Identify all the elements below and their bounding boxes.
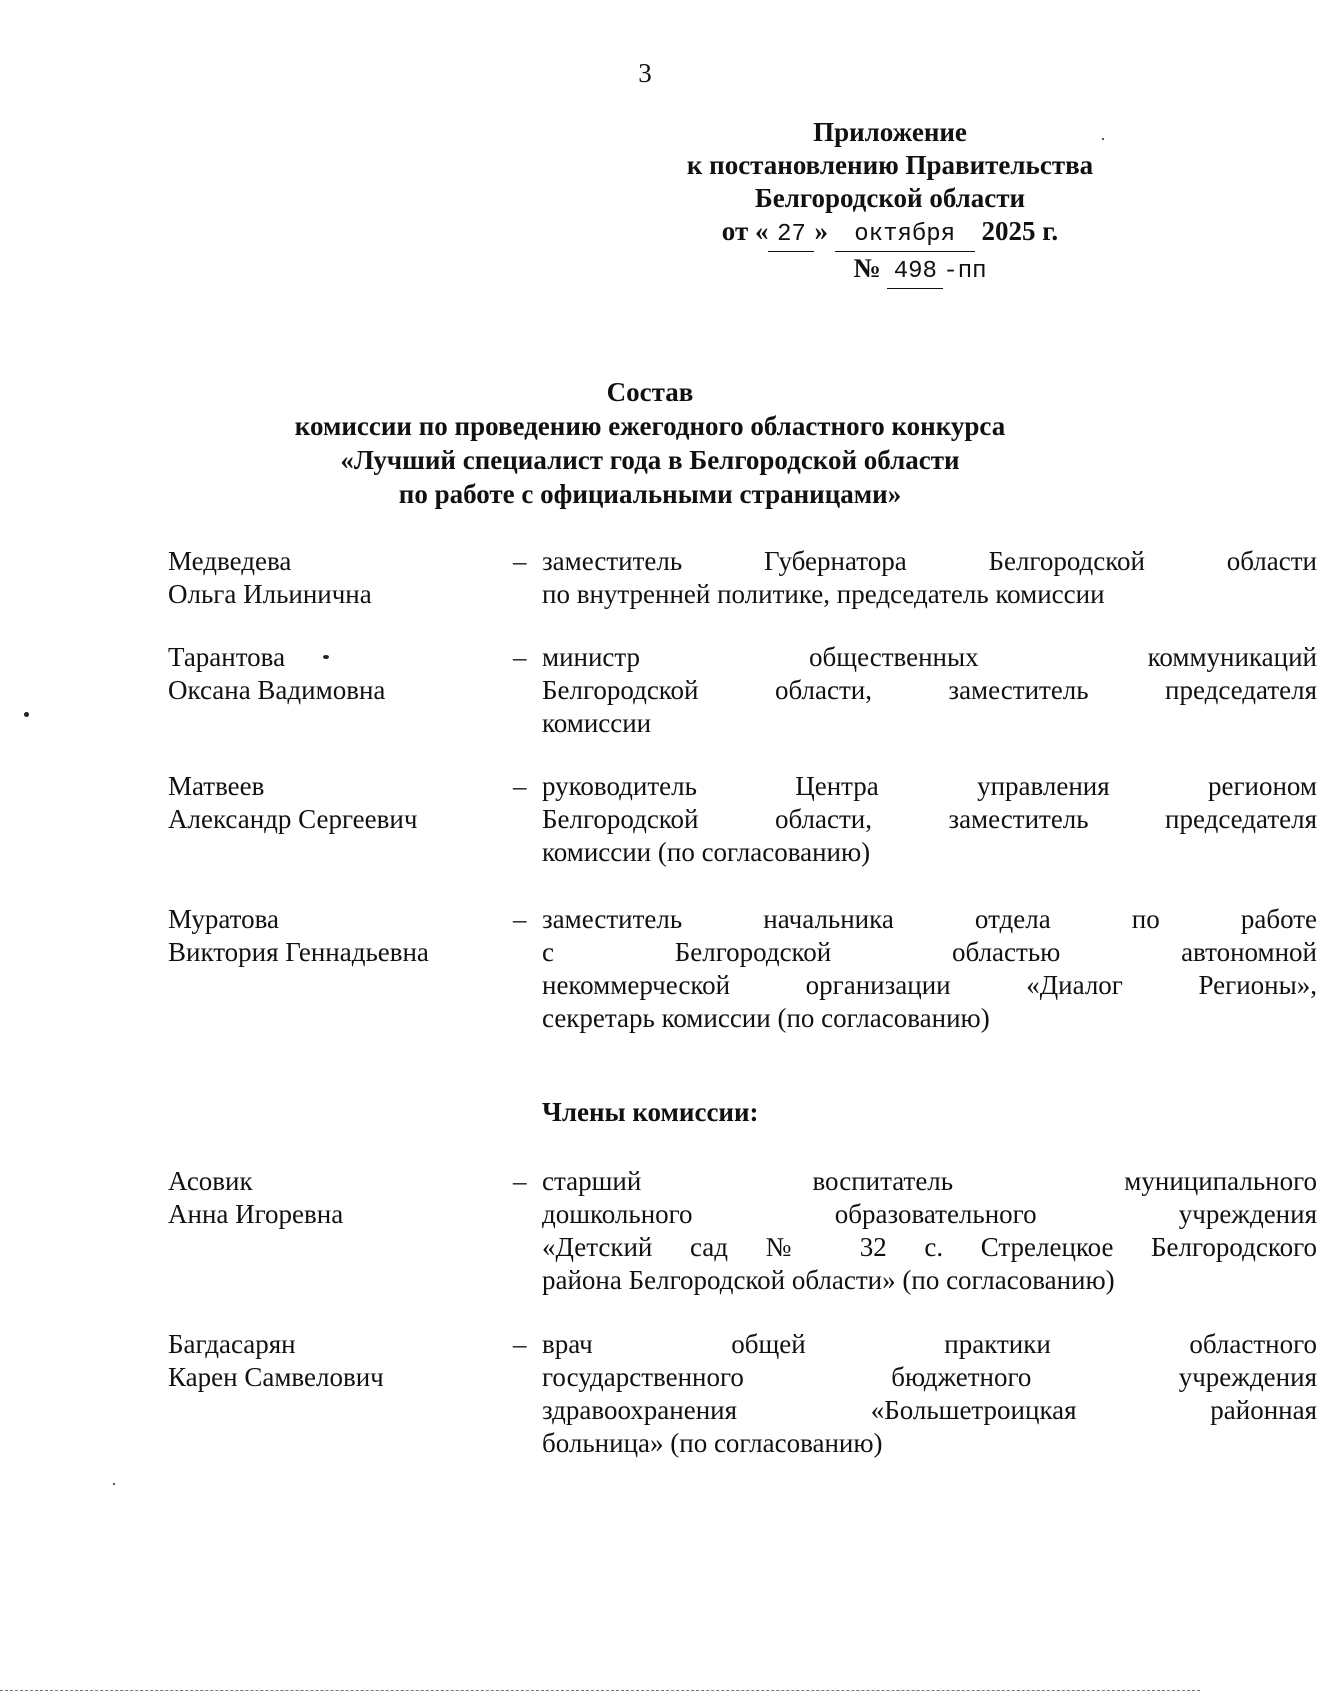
role-line: «Детский сад № 32 с. Стрелецкое Белгородского [542,1232,1317,1262]
dash: – [513,771,527,801]
role-line: здравоохранения «Большетроицкая районная [542,1395,1317,1425]
member-role [542,1328,1317,1460]
member-role [542,1165,1317,1297]
dash: – [513,546,527,576]
role-line: заместитель Губернатора Белгородской области [542,546,1317,576]
member-surname: Тарантова [168,642,286,672]
member-surname: Матвеев [168,771,265,801]
page-number: 3 [638,58,652,88]
member-given-name: Оксана Вадимовна [168,675,386,705]
member-name [168,641,498,707]
dash: – [513,904,527,934]
role-line: старший воспитатель муниципального [542,1166,1317,1196]
scan-speck [24,712,29,717]
appendix-date [640,215,1140,252]
scan-edge-line [0,1690,1200,1691]
scan-speck [113,1483,115,1485]
role-line: секретарь комиссии (по согласованию) [542,1003,990,1033]
role-line: некоммерческой организации «Диалог Регионы», [542,970,1317,1000]
appendix-title: Приложение [813,117,967,147]
scan-speck [1102,138,1104,140]
dash: – [513,642,527,672]
member-given-name: Александр Сергеевич [168,804,418,834]
number-prefix: № [853,253,881,283]
appendix-line-resolution: к постановлению Правительства [686,150,1094,180]
member-surname: Муратова [168,904,279,934]
date-month: октября [835,218,975,252]
number-value: 498 [887,255,943,289]
member-given-name: Ольга Ильинична [168,579,372,609]
member-name [168,1165,498,1231]
number-suffix: -пп [943,258,987,285]
dash: – [513,1166,527,1196]
member-given-name: Анна Игоревна [168,1199,344,1229]
role-line: по внутренней политике, председатель комиссии [542,579,1105,609]
role-line: больница» (по согласованию) [542,1428,883,1458]
member-name [168,770,498,836]
dash: – [513,1329,527,1359]
role-line: Белгородской области, заместитель председателя [542,675,1317,705]
title-line-3: «Лучший специалист года в Белгородской области [340,445,960,475]
scan-speck [323,655,329,659]
member-surname: Медведева [168,546,292,576]
member-given-name: Виктория Геннадьевна [168,937,429,967]
date-prefix: от « [721,216,769,246]
appendix-header [640,116,1140,289]
date-year: 2025 г. [981,216,1059,246]
date-day: 27 [768,218,814,252]
role-line: комиссии (по согласованию) [542,837,871,867]
member-role [542,770,1317,869]
appendix-number [640,252,1140,289]
role-line: района Белгородской области» (по согласованию) [542,1265,1115,1295]
title-line-4: по работе с официальными страницами» [398,479,902,509]
appendix-line-region: Белгородской области [754,183,1026,213]
document-title [200,375,1100,511]
role-line: врач общей практики областного [542,1329,1317,1359]
member-surname: Багдасарян [168,1329,296,1359]
role-line: государственного бюджетного учреждения [542,1362,1317,1392]
role-line: заместитель начальника отдела по работе [542,904,1317,934]
role-line: министр общественных коммуникаций [542,642,1317,672]
role-line: комиссии [542,708,652,738]
date-mid: » [814,216,828,246]
member-name [168,1328,498,1394]
role-line: дошкольного образовательного учреждения [542,1199,1317,1229]
member-surname: Асовик [168,1166,253,1196]
title-line-1: Состав [606,377,694,407]
role-line: руководитель Центра управления регионом [542,771,1317,801]
title-line-2: комиссии по проведению ежегодного областного конкурса [294,411,1006,441]
members-heading: Члены комиссии: [542,1097,759,1127]
member-name [168,903,498,969]
member-role [542,641,1317,740]
role-line: Белгородской области, заместитель председателя [542,804,1317,834]
member-name [168,545,498,611]
member-given-name: Карен Самвелович [168,1362,384,1392]
role-line: с Белгородской областью автономной [542,937,1317,967]
member-role [542,545,1317,611]
member-role [542,903,1317,1035]
